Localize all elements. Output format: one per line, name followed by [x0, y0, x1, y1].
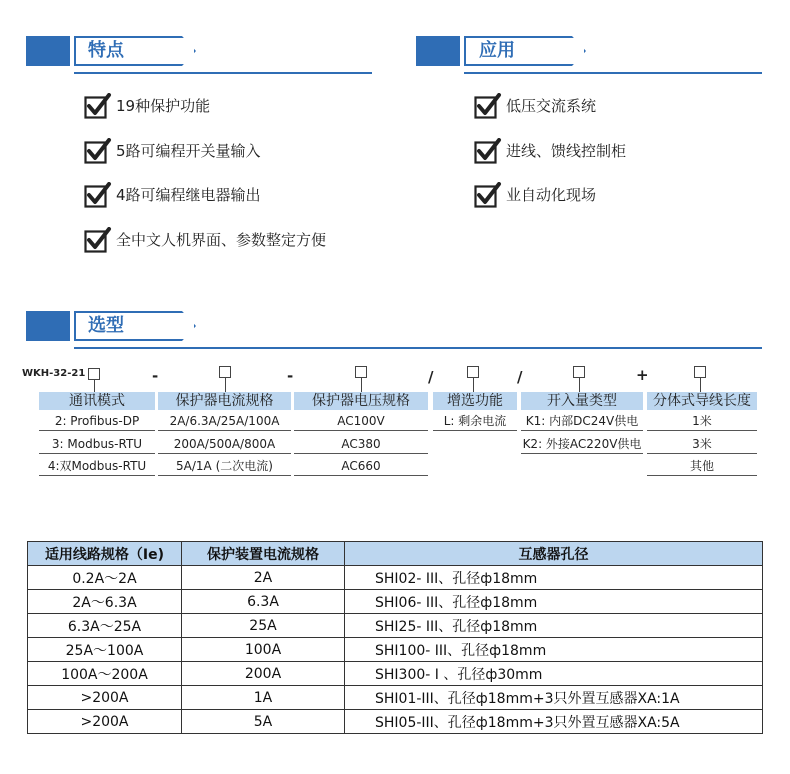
feature-text: 19种保护功能 [116, 97, 211, 115]
connector-line [473, 378, 474, 392]
option-cell: 4:双Modbus-RTU [39, 456, 155, 476]
code-separator: / [428, 368, 434, 386]
section-underline [74, 347, 762, 349]
column-header: 适用线路规格（Ie) [28, 542, 182, 566]
model-prefix: WKH-32-21 [22, 368, 86, 379]
option-cell: AC100V [294, 411, 428, 431]
section-marker-block [26, 311, 70, 341]
application-text: 业自动化现场 [506, 186, 597, 204]
option-cell: K2: 外接AC220V供电 [521, 434, 643, 454]
table-cell: 200A [182, 662, 345, 686]
section-underline [74, 72, 372, 74]
applications-title: 应用 [479, 40, 515, 61]
table-row [28, 710, 763, 734]
option-cell: AC660 [294, 456, 428, 476]
table-cell: 25A～100A [28, 638, 182, 662]
connector-line [700, 378, 701, 392]
column-header: 互感器孔径 [345, 542, 763, 566]
table-row [28, 566, 763, 590]
table-cell: 100A～200A [28, 662, 182, 686]
connector-line [94, 380, 95, 392]
table-cell: >200A [28, 710, 182, 734]
option-cell: 1米 [647, 411, 757, 431]
checkbox-checked-icon [84, 182, 112, 208]
column-header: 保护装置电流规格 [182, 542, 345, 566]
table-cell: 2A～6.3A [28, 590, 182, 614]
checkbox-checked-icon [84, 138, 112, 164]
feature-text: 5路可编程开关量输入 [116, 142, 261, 160]
option-cell: 2A/6.3A/25A/100A [158, 411, 291, 431]
option-header-extra: 增选功能 [433, 392, 517, 410]
application-text: 进线、馈线控制柜 [506, 142, 627, 160]
selection-title: 选型 [88, 315, 124, 336]
table-cell: 0.2A～2A [28, 566, 182, 590]
option-header-comm: 通讯模式 [39, 392, 155, 410]
option-cell: 3米 [647, 434, 757, 454]
code-separator: - [152, 367, 159, 385]
table-cell: SHI25- III、孔径ф18mm [345, 614, 763, 638]
code-separator: - [287, 367, 294, 385]
section-underline [464, 72, 762, 74]
checkbox-checked-icon [474, 93, 502, 119]
application-text: 低压交流系统 [506, 97, 597, 115]
table-cell: SHI01-III、孔径ф18mm+3只外置互感器XA:1A [345, 686, 763, 710]
connector-line [225, 378, 226, 392]
table-cell: 6.3A～25A [28, 614, 182, 638]
option-header-input-type: 开入量类型 [521, 392, 643, 410]
code-slot [694, 366, 706, 378]
option-cell: 2: Profibus-DP [39, 411, 155, 431]
table-row [28, 590, 763, 614]
table-header-row [28, 542, 763, 566]
code-slot [219, 366, 231, 378]
features-title: 特点 [88, 40, 124, 61]
table-cell: 6.3A [182, 590, 345, 614]
table-row [28, 638, 763, 662]
section-marker-block [416, 36, 460, 66]
option-cell: AC380 [294, 434, 428, 454]
table-cell: 2A [182, 566, 345, 590]
code-slot [355, 366, 367, 378]
table-cell: 25A [182, 614, 345, 638]
table-row [28, 662, 763, 686]
code-separator: / [517, 368, 523, 386]
table-cell: SHI100- III、孔径ф18mm [345, 638, 763, 662]
table-cell: 100A [182, 638, 345, 662]
table-cell: 5A [182, 710, 345, 734]
code-slot [467, 366, 479, 378]
checkbox-checked-icon [84, 227, 112, 253]
code-slot [573, 366, 585, 378]
option-cell: 其他 [647, 456, 757, 476]
option-header-voltage: 保护器电压规格 [294, 392, 428, 410]
table-cell: SHI300- I 、孔径ф30mm [345, 662, 763, 686]
connector-line [361, 378, 362, 392]
option-header-wire-length: 分体式导线长度 [647, 392, 757, 410]
feature-text: 4路可编程继电器输出 [116, 186, 261, 204]
table-cell: SHI02- III、孔径ф18mm [345, 566, 763, 590]
table-row [28, 686, 763, 710]
table-row [28, 614, 763, 638]
option-header-current: 保护器电流规格 [158, 392, 291, 410]
checkbox-checked-icon [474, 138, 502, 164]
code-slot [88, 368, 100, 380]
table-cell: >200A [28, 686, 182, 710]
section-marker-block [26, 36, 70, 66]
option-cell: 200A/500A/800A [158, 434, 291, 454]
checkbox-checked-icon [84, 93, 112, 119]
connector-line [579, 378, 580, 392]
feature-text: 全中文人机界面、参数整定方便 [116, 231, 327, 249]
code-separator: + [636, 366, 649, 384]
table-cell: SHI05-III、孔径ф18mm+3只外置互感器XA:5A [345, 710, 763, 734]
table-cell: 1A [182, 686, 345, 710]
spec-table [27, 541, 763, 734]
option-cell: K1: 内部DC24V供电 [521, 411, 643, 431]
option-cell: 3: Modbus-RTU [39, 434, 155, 454]
option-cell: L: 剩余电流 [433, 411, 517, 431]
table-cell: SHI06- III、孔径ф18mm [345, 590, 763, 614]
option-cell: 5A/1A (二次电流) [158, 456, 291, 476]
checkbox-checked-icon [474, 182, 502, 208]
